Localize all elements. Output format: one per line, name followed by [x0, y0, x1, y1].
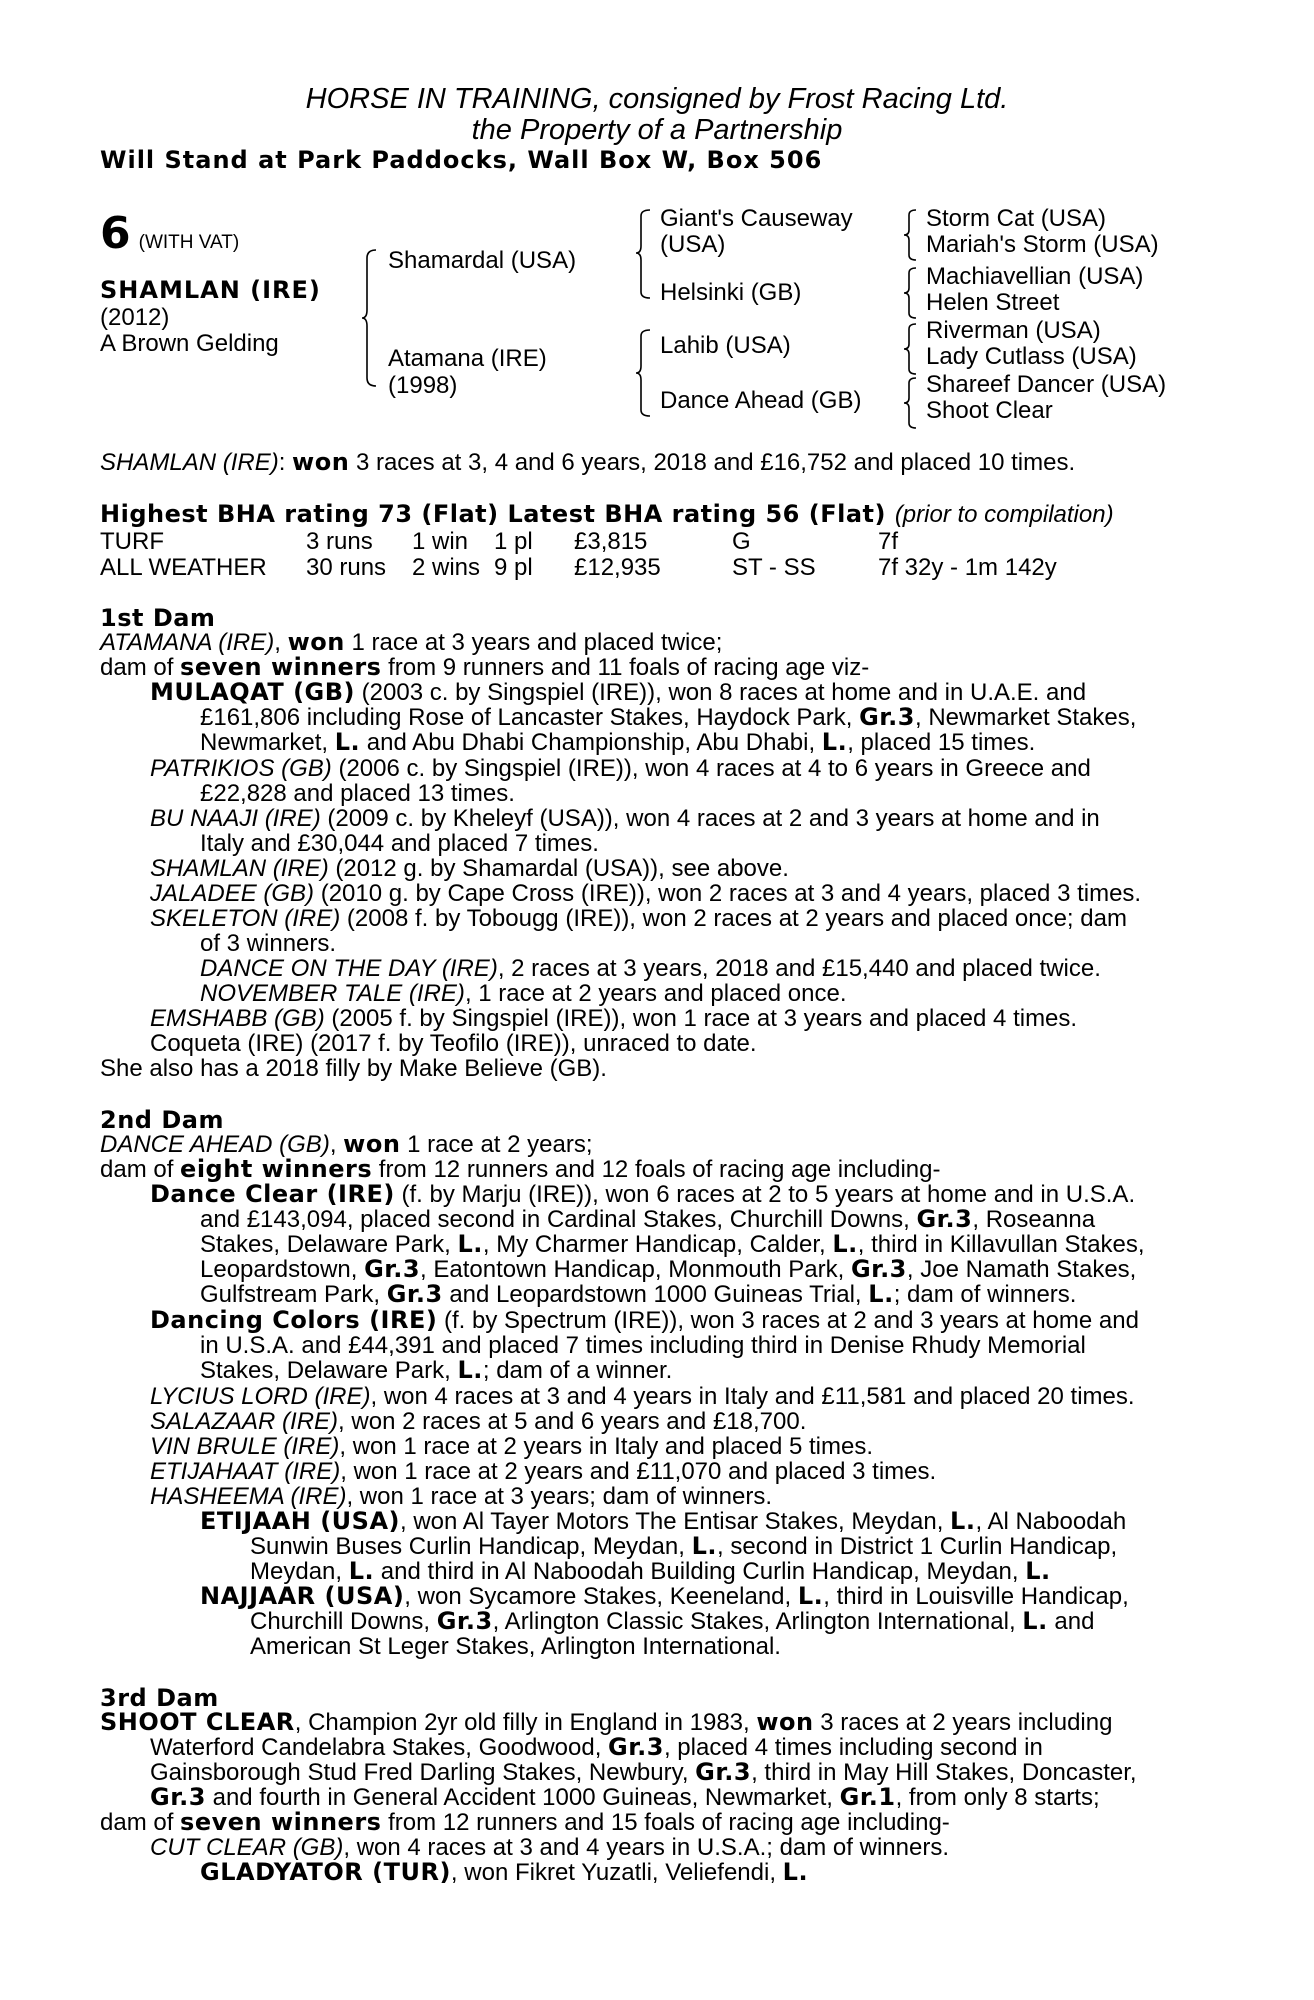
horse-description: A Brown Gelding	[100, 330, 279, 357]
etijaah-entry: ETIJAAH (USA), won Al Tayer Motors The Entisar Stakes, Meydan, L., Al Naboodah	[200, 1507, 1127, 1535]
emshabb-entry: EMSHABB (GB) (2005 f. by Singspiel (IRE)), won 1 race at 3 years and placed 4 times.	[150, 1005, 1078, 1032]
vin-brule-entry: VIN BRULE (IRE), won 1 race at 2 years in Italy and placed 5 times.	[150, 1433, 873, 1460]
first-dam-line: ATAMANA (IRE), won 1 race at 3 years and placed twice;	[100, 628, 723, 656]
lot-number-value: 6	[100, 208, 131, 259]
pedigree-sire-dam: Helsinki (GB)	[660, 279, 802, 306]
pedigree-dam-sire: Lahib (USA)	[660, 332, 791, 359]
gladyator-entry: GLADYATOR (TUR), won Fikret Yuzatli, Veliefendi, L.	[200, 1858, 809, 1886]
first-dam-produce: dam of seven winners from 9 runners and 11 foals of racing age viz-	[100, 653, 870, 681]
dance-on-the-day-entry: DANCE ON THE DAY (IRE), 2 races at 3 years, 2018 and £15,440 and placed twice.	[200, 955, 1101, 982]
pedigree-brace-1	[362, 248, 382, 388]
hasheema-entry: HASHEEMA (IRE), won 1 race at 3 years; dam of winners.	[150, 1483, 772, 1510]
second-dam-line: DANCE AHEAD (GB), won 1 race at 2 years;	[100, 1130, 593, 1158]
pedigree-ggd-4: Shoot Clear	[926, 397, 1053, 424]
lot-vat: (WITH VAT)	[138, 232, 240, 253]
second-dam-produce: dam of eight winners from 12 runners and 12 foals of racing age including-	[100, 1155, 941, 1183]
bha-rating: Highest BHA rating 73 (Flat) Latest BHA rating 56 (Flat) (prior to compilation)	[100, 500, 1114, 528]
header-stand: Will Stand at Park Paddocks, Wall Box W, Box 506	[100, 146, 823, 174]
horse-year: (2012)	[100, 304, 170, 331]
mulaqat-entry: MULAQAT (GB) (2003 c. by Singspiel (IRE)), won 8 races at home and in U.A.E. and	[150, 678, 1087, 706]
summary-name: SHAMLAN (IRE)	[100, 449, 279, 476]
pedigree-brace-3c	[904, 322, 920, 376]
najjaar-entry: NAJJAAR (USA), won Sycamore Stakes, Keeneland, L., third in Louisville Handicap,	[200, 1582, 1129, 1610]
dance-clear-entry: Dance Clear (IRE) (f. by Marju (IRE)), won 6 races at 2 to 5 years at home and in U.S.A.	[150, 1180, 1136, 1208]
pedigree-dam-year: (1998)	[388, 372, 458, 399]
header-property: the Property of a Partnership	[471, 114, 843, 146]
pedigree-ggs-2: Machiavellian (USA)	[926, 263, 1144, 290]
pedigree-ggs-4: Shareef Dancer (USA)	[926, 371, 1167, 398]
pedigree-sire: Shamardal (USA)	[388, 247, 577, 274]
pedigree-ggd-1: Mariah's Storm (USA)	[926, 231, 1159, 258]
etijahaat-entry: ETIJAHAAT (IRE), won 1 race at 2 years and £11,070 and placed 3 times.	[150, 1458, 937, 1485]
salazaar-entry: SALAZAAR (IRE), won 2 races at 5 and 6 years and £18,700.	[150, 1408, 807, 1435]
pedigree-brace-2a	[636, 208, 656, 300]
pedigree-brace-3d	[904, 376, 920, 430]
pedigree-sire-sire-country: (USA)	[660, 231, 726, 258]
dancing-colors-entry: Dancing Colors (IRE) (f. by Spectrum (IRE)), won 3 races at 2 and 3 years at home and	[150, 1306, 1139, 1334]
pedigree-ggd-3: Lady Cutlass (USA)	[926, 343, 1137, 370]
pedigree-ggs-1: Storm Cat (USA)	[926, 205, 1107, 232]
header-consignor: HORSE IN TRAINING, consigned by Frost Racing Ltd.	[305, 83, 1009, 115]
cut-clear-entry: CUT CLEAR (GB), won 4 races at 3 and 4 years in U.S.A.; dam of winners.	[150, 1834, 949, 1861]
shoot-clear-entry: SHOOT CLEAR, Champion 2yr old filly in England in 1983, won 3 races at 2 years including	[100, 1708, 1113, 1736]
horse-name: SHAMLAN (IRE)	[100, 276, 321, 304]
pedigree-brace-3a	[904, 208, 920, 262]
coqueta-entry: Coqueta (IRE) (2017 f. by Teofilo (IRE)), unraced to date.	[150, 1030, 757, 1057]
november-tale-entry: NOVEMBER TALE (IRE), 1 race at 2 years and placed once.	[200, 980, 847, 1007]
pedigree-sire-sire: Giant's Causeway	[660, 205, 853, 232]
patrikios-entry: PATRIKIOS (GB) (2006 c. by Singspiel (IRE)), won 4 races at 4 to 6 years in Greece and	[150, 755, 1091, 782]
pedigree-ggs-3: Riverman (USA)	[926, 317, 1101, 344]
race-summary: SHAMLAN (IRE): won 3 races at 3, 4 and 6 years, 2018 and £16,752 and placed 10 times.	[100, 448, 1076, 476]
pedigree-brace-2b	[636, 328, 656, 418]
skeleton-entry: SKELETON (IRE) (2008 f. by Tobougg (IRE)), won 2 races at 2 years and placed once; dam	[150, 905, 1127, 932]
pedigree-ggd-2: Helen Street	[926, 289, 1060, 316]
third-dam-produce: dam of seven winners from 12 runners and 15 foals of racing age including-	[100, 1808, 950, 1836]
lycius-lord-entry: LYCIUS LORD (IRE), won 4 races at 3 and 4 years in Italy and £11,581 and placed 20 times.	[150, 1383, 1135, 1410]
shamlan-entry: SHAMLAN (IRE) (2012 g. by Shamardal (USA)), see above.	[150, 855, 789, 882]
pedigree-dam: Atamana (IRE)	[388, 345, 547, 372]
third-dam-heading: 3rd Dam	[100, 1684, 219, 1712]
jaladee-entry: JALADEE (GB) (2010 g. by Cape Cross (IRE)), won 2 races at 3 and 4 years, placed 3 times.	[150, 880, 1142, 907]
lot-number	[100, 208, 239, 259]
first-dam-heading: 1st Dam	[100, 604, 216, 632]
second-dam-heading: 2nd Dam	[100, 1106, 224, 1134]
catalogue-page: HORSE IN TRAINING, consigned by Frost Racing Ltd. the Property of a Partnership Will Stand at Park Paddocks, Wall Box W, Box 506 6 (WITH VAT) SHAMLAN (IRE) (2012) A Brown Gelding Shamardal (USA) Atamana (IRE) (1998) Giant's Causeway (USA) Helsinki (GB) Lahib (USA) Dance Ahead (GB) Storm Cat (USA) Mariah's Storm (USA) Machiavellian (USA) Helen Street Riverman (USA) Lady Cutlass (USA) Shareef Dancer (USA) Shoot Clear SHAMLAN (IRE): won 3 races at 3, 4 and 6 years, 2018 and £16,752 and placed 10 times. Highest BHA rating 73 (Flat) Latest BHA rating 56 (Flat) (prior to compilation) TURF 3 runs 1 win 1 pl £3,815 G 7f ALL WEATHER 30 runs 2 wins 9 pl £12,935 ST - SS 7f 32y - 1m 142y 1st Dam ATAMANA (IRE), won 1 race at 3 years and placed twice; dam of seven winners from 9 runners and 11 foals of racing age viz- MULAQAT (GB) (2003 c. by Singspiel (IRE)), won 8 races at home and in U.A.E. and £161,806 including Rose of Lancaster Stakes, Haydock Park, Gr.3, Newmarket Stakes, Newmarket, L. and Abu Dhabi Championship, Abu Dhabi, L., placed 15 times. PATRIKIOS (GB) (2006 c. by Singspiel (IRE)), won 4 races at 4 to 6 years in Greece and £22,828 and placed 13 times. BU NAAJI (IRE) (2009 c. by Kheleyf (USA)), won 4 races at 2 and 3 years at home and in Italy and £30,044 and placed 7 times. SHAMLAN (IRE) (2012 g. by Shamardal (USA)), see above. JALADEE (GB) (2010 g. by Cape Cross (IRE)), won 2 races at 3 and 4 years, placed 3 times. SKELETON (IRE) (2008 f. by Tobougg (IRE)), won 2 races at 2 years and placed once; dam of 3 winners. DANCE ON THE DAY (IRE), 2 races at 3 years, 2018 and £15,440 and placed twice. NOVEMBER TALE (IRE), 1 race at 2 years and placed once. EMSHABB (GB) (2005 f. by Singspiel (IRE)), won 1 race at 3 years and placed 4 times. Coqueta (IRE) (2017 f. by Teofilo (IRE)), unraced to date. She also has a 2018 filly by Make Believe (GB). 2nd Dam DANCE AHEAD (GB), won 1 race at 2 years; dam of eight winners from 12 runners and 12 foals of racing age including- Dance Clear (IRE) (f. by Marju (IRE)), won 6 races at 2 to 5 years at home and in U.S.A. and £143,094, placed second in Cardinal Stakes, Churchill Downs, Gr.3, Roseanna Stakes, Delaware Park, L., My Charmer Handicap, Calder, L., third in Killavullan Stakes, Leopardstown, Gr.3, Eatontown Handicap, Monmouth Park, Gr.3, Joe Namath Stakes, Gulfstream Park, Gr.3 and Leopardstown 1000 Guineas Trial, L.; dam of winners. Dancing Colors (IRE) (f. by Spectrum (IRE)), won 3 races at 2 and 3 years at home and in U.S.A. and £44,391 and placed 7 times including third in Denise Rhudy Memorial Stakes, Delaware Park, L.; dam of a winner. LYCIUS LORD (IRE), won 4 races at 3 and 4 years in Italy and £11,581 and placed 20 times. SALAZAAR (IRE), won 2 races at 5 and 6 years and £18,700. VIN BRULE (IRE), won 1 race at 2 years in Italy and placed 5 times. ETIJAHAAT (IRE), won 1 race at 2 years and £11,070 and placed 3 times. HASHEEMA (IRE), won 1 race at 3 years; dam of winners. ETIJAAH (USA), won Al Tayer Motors The Entisar Stakes, Meydan, L., Al Naboodah Sunwin Buses Curlin Handicap, Meydan, L., second in District 1 Curlin Handicap, Meydan, L. and third in Al Naboodah Building Curlin Handicap, Meydan, L. NAJJAAR (USA), won Sycamore Stakes, Keeneland, L., third in Louisville Handicap, Churchill Downs, Gr.3, Arlington Classic Stakes, Arlington International, L. and American St Leger Stakes, Arlington International. 3rd Dam SHOOT CLEAR, Champion 2yr old filly in England in 1983, won 3 races at 2 years including Waterford Candelabra Stakes, Goodwood, Gr.3, placed 4 times including second in Gainsborough Stud Fred Darling Stakes, Newbury, Gr.3, third in May Hill Stakes, Doncaster, Gr.3 and fourth in General Accident 1000 Guineas, Newmarket, Gr.1, from only 8 starts; dam of seven winners from 12 runners and 15 foals of racing age including- CUT CLEAR (GB), won 4 races at 3 and 4 years in U.S.A.; dam of winners. GLADYATOR (TUR), won Fikret Yuzatli, Veliefendi, L.	[0, 0, 1314, 2000]
filly-note: She also has a 2018 filly by Make Believe (GB).	[100, 1055, 607, 1082]
pedigree-brace-3b	[904, 266, 920, 320]
pedigree-dam-dam: Dance Ahead (GB)	[660, 387, 862, 414]
bu-naaji-entry: BU NAAJI (IRE) (2009 c. by Kheleyf (USA)), won 4 races at 2 and 3 years at home and in	[150, 805, 1100, 832]
